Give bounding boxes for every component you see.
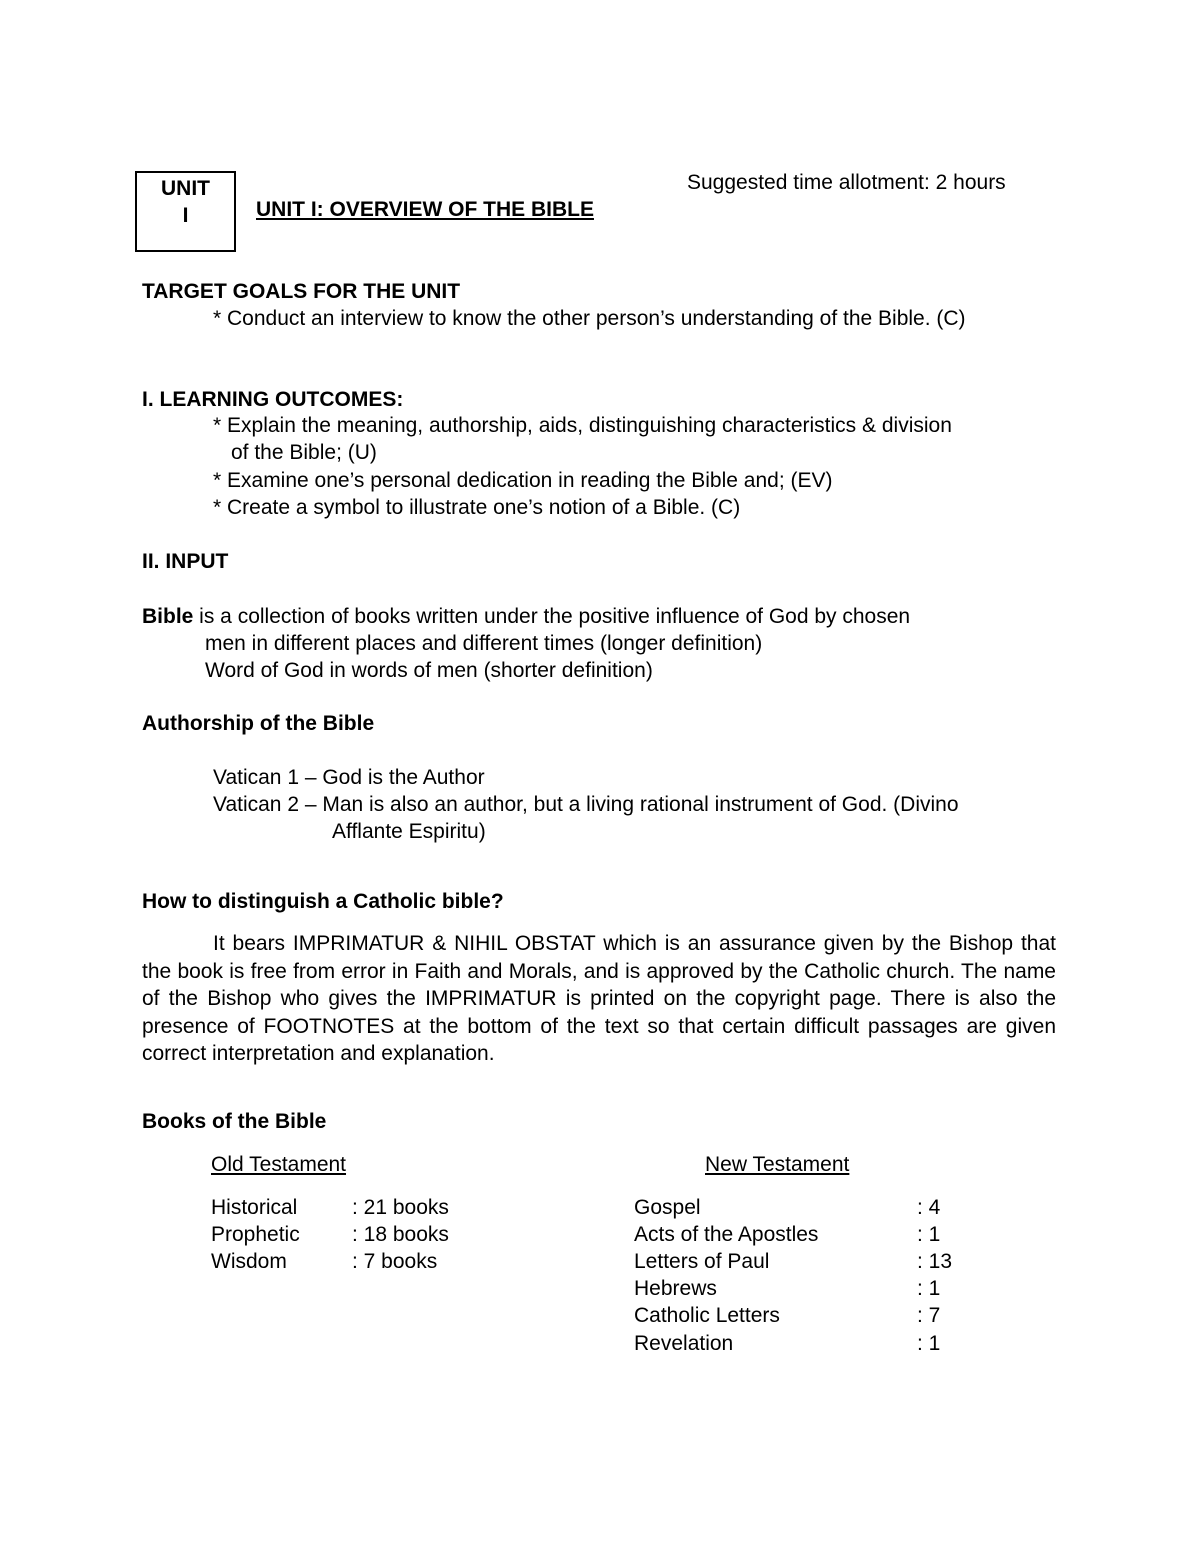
nt-row-name: Revelation (634, 1332, 734, 1355)
learning-outcome-item-cont: of the Bible; (U) (231, 441, 377, 464)
bible-def-line3: Word of God in words of men (shorter definition) (205, 659, 653, 682)
catholic-heading: How to distinguish a Catholic bible? (142, 890, 504, 913)
learning-outcome-item: * Create a symbol to illustrate one’s notion of a Bible. (C) (213, 496, 741, 519)
books-heading: Books of the Bible (142, 1110, 327, 1133)
bible-definition (142, 603, 910, 630)
ot-row-count: : 7 books (352, 1250, 438, 1273)
new-testament-label: New Testament (705, 1153, 850, 1176)
nt-row-name: Gospel (634, 1196, 701, 1219)
learning-outcomes-heading: I. LEARNING OUTCOMES: (142, 388, 404, 411)
vatican-2: Vatican 2 – Man is also an author, but a living rational instrument of God. (Divino (213, 793, 959, 816)
nt-row-name: Acts of the Apostles (634, 1223, 819, 1246)
learning-outcome-item: * Examine one’s personal dedication in reading the Bible and; (EV) (213, 469, 833, 492)
unit-box-line2: I (182, 204, 189, 227)
page-title: UNIT I: OVERVIEW OF THE BIBLE (256, 198, 594, 221)
learning-outcome-item: * Explain the meaning, authorship, aids, distinguishing characteristics & division (213, 414, 952, 437)
nt-row-name: Hebrews (634, 1277, 717, 1300)
ot-row-name: Wisdom (211, 1250, 287, 1273)
nt-row-count: : 1 (917, 1223, 941, 1246)
nt-row-count: : 4 (917, 1196, 941, 1219)
nt-row-name: Letters of Paul (634, 1250, 770, 1273)
bible-def-line1: is a collection of books written under the positive influence of God by chosen (193, 605, 911, 628)
nt-row-count: : 1 (917, 1277, 941, 1300)
nt-row-count: : 7 (917, 1304, 941, 1327)
bible-def-line2: men in different places and different times (longer definition) (205, 632, 763, 655)
unit-box-label (137, 175, 234, 229)
ot-row-count: : 21 books (352, 1196, 449, 1219)
nt-row-name: Catholic Letters (634, 1304, 780, 1327)
target-goal-item: * Conduct an interview to know the other person’s understanding of the Bible. (C) (213, 307, 966, 330)
unit-box-line1: UNIT (161, 177, 210, 200)
unit-box (135, 171, 236, 252)
time-allotment: Suggested time allotment: 2 hours (687, 171, 1006, 194)
bible-term: Bible (142, 605, 194, 628)
nt-row-count: : 13 (917, 1250, 953, 1273)
ot-row-name: Historical (211, 1196, 298, 1219)
vatican-1: Vatican 1 – God is the Author (213, 766, 485, 789)
nt-row-count: : 1 (917, 1332, 941, 1355)
old-testament-label: Old Testament (211, 1153, 347, 1176)
catholic-paragraph: It bears IMPRIMATUR & NIHIL OBSTAT which is an assurance given by the Bishop that the book is free from error in Faith and Morals, and is approved by the Catholic church. The name of the Bishop who gives the IMPRIMATUR is printed on the copyright page. There is also the presence of FOOTNOTES at the bottom of the text so that certain difficult passages are given correct interpretation and explanation. (142, 932, 1056, 1065)
ot-row-name: Prophetic (211, 1223, 300, 1246)
input-heading: II. INPUT (142, 550, 229, 573)
target-goals-heading: TARGET GOALS FOR THE UNIT (142, 280, 461, 303)
vatican-2-cont: Afflante Espiritu) (332, 820, 486, 843)
authorship-heading: Authorship of the Bible (142, 712, 375, 735)
ot-row-count: : 18 books (352, 1223, 449, 1246)
